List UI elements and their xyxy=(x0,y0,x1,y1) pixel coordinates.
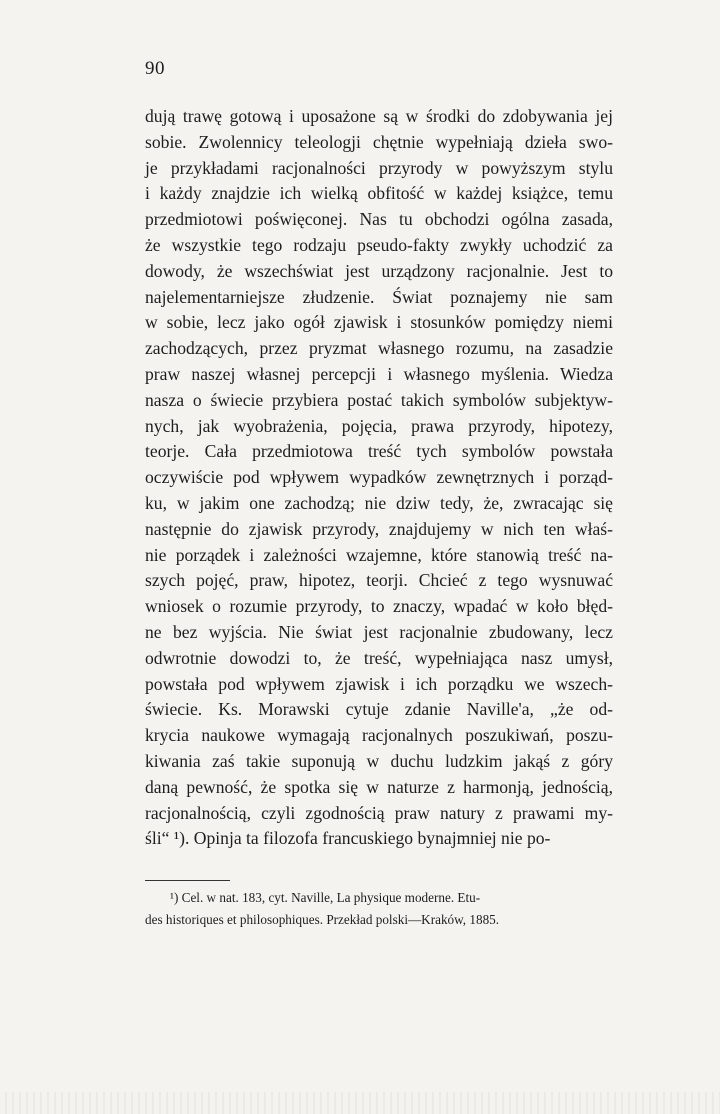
text-line: wniosek o rozumie przyrody, to znaczy, wpadać w koło błęd- xyxy=(145,596,613,617)
text-line: krycia naukowe wymagają racjonalnych poszukiwań, poszu- xyxy=(145,725,613,746)
text-line: najelementarniejsze złudzenie. Świat poznajemy nie sam xyxy=(145,286,613,307)
footnote-line: ¹) Cel. w nat. 183, cyt. Naville, La physique moderne. Etu- xyxy=(170,890,481,905)
text-line: ne bez wyjścia. Nie świat jest racjonalnie zbudowany, lecz xyxy=(145,621,613,642)
text-line: nych, jak wyobrażenia, pojęcia, prawa przyrody, hipotezy, xyxy=(145,415,613,436)
footnote-divider xyxy=(145,880,230,881)
text-line: teorje. Cała przedmiotowa treść tych symbolów powstała xyxy=(145,441,613,462)
text-line: praw naszej własnej percepcji i własnego myślenia. Wiedza xyxy=(145,363,613,384)
text-line: racjonalnością, czyli zgodnością praw natury z prawami my- xyxy=(145,802,613,823)
scan-edge-marks xyxy=(0,1092,720,1114)
text-line: ku, w jakim one zachodzą; nie dziw tedy, że, zwracając się xyxy=(145,492,613,513)
footnotes xyxy=(145,887,613,931)
text-line: świecie. Ks. Morawski cytuje zdanie Naville'a, „że od- xyxy=(145,699,613,720)
text-line: kiwania zaś takie suponują w duchu ludzkim jakąś z góry xyxy=(145,750,613,771)
text-line: powstała pod wpływem zjawisk i ich porządku we wszech- xyxy=(145,673,613,694)
text-line: daną pewność, że spotka się w naturze z harmonją, jednością, xyxy=(145,776,613,797)
text-line: zachodzących, przez pryzmat własnego rozumu, na zasadzie xyxy=(145,338,613,359)
text-line: nasza o świecie przybiera postać takich symbolów subjektyw- xyxy=(145,389,613,410)
text-line: oczywiście pod wpływem wypadków zewnętrznych i porząd- xyxy=(145,467,613,488)
text-line: nie porządek i zależności wzajemne, które stanowią treść na- xyxy=(145,544,613,565)
text-line: następnie do zjawisk przyrody, znajdujemy w nich ten właś- xyxy=(145,518,613,539)
text-line: sobie. Zwolennicy teleologji chętnie wypełniają dzieła swo- xyxy=(145,131,613,152)
text-line: je przykładami racjonalności przyrody w powyższym stylu xyxy=(145,157,613,178)
text-line: przedmiotowi poświęconej. Nas tu obchodzi ogólna zasada, xyxy=(145,209,613,230)
text-line: dują trawę gotową i uposażone są w środki do zdobywania jej xyxy=(145,106,613,126)
page-number: 90 xyxy=(145,58,165,79)
text-line: w sobie, lecz jako ogół zjawisk i stosunków pomiędzy niemi xyxy=(145,312,613,333)
text-line: i każdy znajdzie ich wielką obfitość w każdej książce, temu xyxy=(145,183,613,204)
text-line: że wszystkie tego rodzaju pseudo-fakty zwykły uchodzić za xyxy=(145,234,613,255)
text-line: dowody, że wszechświat jest urządzony racjonalnie. Jest to xyxy=(145,260,613,281)
body-text xyxy=(145,104,613,852)
text-line: śli“ ¹). Opinja ta filozofa francuskiego bynajmniej nie po- xyxy=(145,828,551,849)
text-line: odwrotnie dowodzi to, że treść, wypełniająca nasz umysł, xyxy=(145,647,613,668)
footnote-line: des historiques et philosophiques. Przekład polski—Kraków, 1885. xyxy=(145,912,500,927)
text-line: szych pojęć, praw, hipotez, teorji. Chcieć z tego wysnuwać xyxy=(145,570,613,591)
